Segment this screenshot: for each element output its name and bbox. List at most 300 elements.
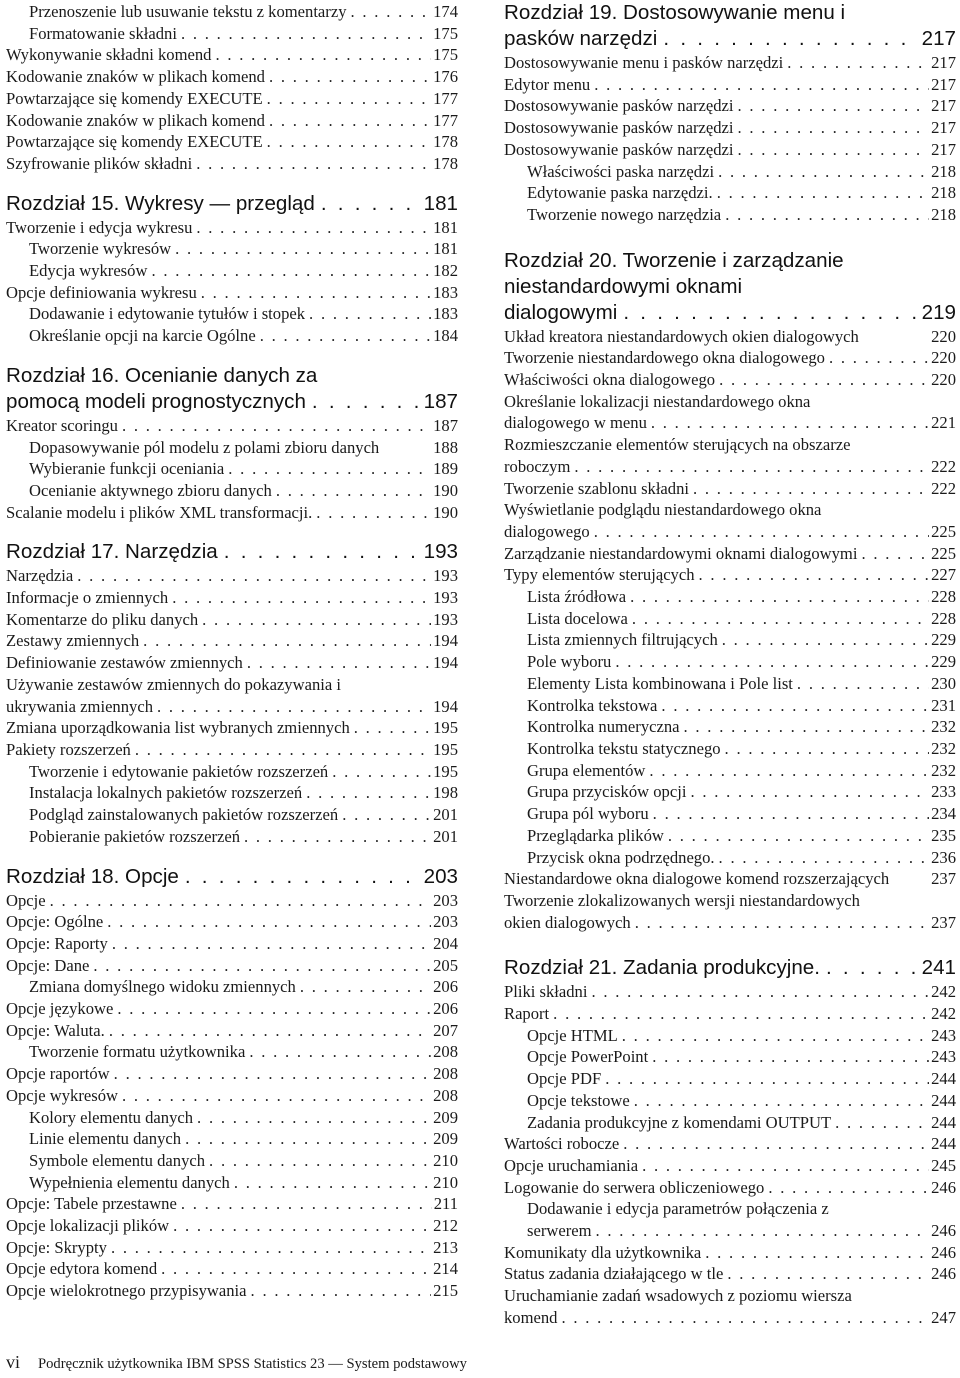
entry-page: 213	[433, 1237, 458, 1257]
dot-leader	[105, 1020, 431, 1042]
entry-title: Typy elementów sterujących	[504, 565, 695, 585]
toc-entry[interactable]	[6, 260, 458, 282]
entry-page: 174	[433, 2, 458, 21]
dot-leader	[139, 630, 431, 652]
entry-title: Zarządzanie niestandardowymi oknami dialogowymi	[504, 543, 858, 563]
entry-title: Informacje o zmiennych	[6, 588, 169, 608]
entry-title: Linie elementu danych	[29, 1129, 182, 1149]
entry-title: okien dialogowych	[504, 912, 631, 932]
toc-entry[interactable]	[6, 238, 458, 260]
entry-page: 244	[931, 1134, 956, 1154]
entry-page: 222	[931, 478, 956, 498]
entry-title: dialogowego	[504, 521, 590, 541]
entry-title: Lista zmiennych filtrujących	[527, 630, 718, 650]
entry-title: Opcje wielokrotnego przypisywania	[6, 1281, 247, 1301]
entry-page: 201	[433, 805, 458, 825]
chapter-18-entries	[6, 890, 458, 1302]
chapter-21-heading[interactable]	[504, 955, 956, 981]
dot-leader	[265, 66, 431, 88]
entry-page: 244	[931, 1090, 956, 1110]
dot-leader	[723, 1263, 929, 1285]
toc-entry[interactable]	[504, 1003, 956, 1025]
entry-title: Opcje raportów	[6, 1064, 110, 1084]
toc-entry[interactable]	[504, 1112, 956, 1134]
entry-page: 190	[433, 502, 458, 522]
toc-entry[interactable]	[504, 369, 956, 391]
dot-leader	[169, 1215, 431, 1237]
dot-leader	[680, 716, 930, 738]
entry-page: 182	[433, 261, 458, 281]
entry-page: 218	[931, 204, 956, 224]
entry-page: 221	[931, 413, 956, 433]
chapter-title: dialogowymi	[504, 300, 618, 324]
page-footer	[6, 1352, 467, 1373]
entry-page: 228	[931, 587, 956, 607]
entry-title: Ocenianie aktywnego zbioru danych	[29, 480, 272, 500]
entry-page: 214	[433, 1259, 458, 1279]
toc-entry[interactable]	[504, 521, 956, 543]
entry-title: Zmiana uporządkowania list wybranych zmiennych	[6, 718, 350, 738]
entry-page: 244	[931, 1069, 956, 1089]
toc-entry[interactable]	[6, 1172, 458, 1194]
toc-entry[interactable]	[504, 1090, 956, 1112]
entry-title: Układ kreatora niestandardowych okien dialogowych	[504, 326, 859, 346]
toc-entry-line1[interactable]: Określanie lokalizacji niestandardowego okna	[504, 391, 811, 411]
toc-entry[interactable]	[6, 1020, 458, 1042]
toc-entry-line1[interactable]: Uruchamianie zadań wsadowych z poziomu wiersza	[504, 1286, 852, 1306]
entry-title: Opcje tekstowe	[527, 1090, 630, 1110]
dot-leader	[721, 738, 930, 760]
entry-page: 183	[433, 304, 458, 324]
entry-title: Elementy Lista kombinowana i Pole list	[527, 673, 793, 693]
entry-page: 194	[433, 696, 458, 716]
entry-page: 218	[931, 183, 956, 203]
entry-page: 236	[931, 847, 956, 867]
toc-entry[interactable]	[504, 673, 956, 695]
dot-leader	[718, 629, 929, 651]
entry-page: 246	[931, 1264, 956, 1284]
entry-title: Tworzenie formatu użytkownika	[29, 1042, 246, 1062]
dot-leader	[689, 478, 929, 500]
entry-title: Scalanie modelu i plików XML transformacji.	[6, 502, 313, 522]
entry-title: Właściwości okna dialogowego	[504, 370, 716, 390]
toc-entry[interactable]	[6, 1041, 458, 1063]
dot-leader	[347, 1, 432, 23]
entry-page: 232	[931, 717, 956, 737]
toc-entry[interactable]	[6, 217, 458, 239]
toc-entry[interactable]	[6, 761, 458, 783]
toc-entry[interactable]	[504, 1068, 956, 1090]
entry-page: 206	[433, 999, 458, 1019]
toc-entry[interactable]	[6, 890, 458, 912]
entry-title: Wypełnienia elementu danych	[29, 1172, 230, 1192]
entry-title: Tworzenie szablonu składni	[504, 478, 690, 498]
entry-page: 195	[433, 739, 458, 759]
entry-title: Narzędzia	[6, 566, 74, 586]
toc-entry[interactable]	[504, 117, 956, 139]
toc-entry[interactable]	[6, 1193, 458, 1215]
toc-entry[interactable]	[504, 478, 956, 500]
entry-title: Zestawy zmiennych	[6, 631, 140, 651]
entry-title: Opcje: Ogólne	[6, 912, 104, 932]
toc-entry[interactable]	[504, 1133, 956, 1155]
dot-leader	[350, 717, 431, 739]
toc-entry[interactable]	[504, 738, 956, 760]
toc-entry-line1[interactable]: Dodawanie i edycja parametrów połączenia z	[527, 1199, 829, 1219]
dot-leader	[793, 673, 929, 695]
entry-page: 210	[433, 1150, 458, 1170]
chapter-21-entries-b	[504, 1242, 956, 1285]
dot-leader	[240, 826, 431, 848]
entry-title: Lista źródłowa	[527, 587, 627, 607]
dot-leader	[168, 587, 431, 609]
entry-title: Kodowanie znaków w plikach komend	[6, 110, 265, 130]
entry-page: 225	[931, 521, 956, 541]
toc-entry[interactable]	[504, 629, 956, 651]
entry-page: 229	[931, 630, 956, 650]
toc-entry[interactable]	[504, 1155, 956, 1177]
toc-entry[interactable]	[504, 564, 956, 586]
dot-leader	[628, 608, 929, 630]
dot-leader	[177, 23, 431, 45]
entry-page: 188	[433, 437, 458, 457]
dot-leader	[647, 412, 929, 434]
chapter-title: Rozdział 15. Wykresy — przegląd	[6, 191, 315, 215]
toc-entry[interactable]	[6, 1215, 458, 1237]
chapter-20-heading-line3[interactable]	[504, 300, 956, 326]
toc-entry[interactable]	[504, 326, 956, 348]
toc-entry[interactable]	[6, 696, 458, 718]
dot-leader	[570, 456, 929, 478]
dot-leader	[192, 153, 431, 175]
dot-leader	[198, 609, 431, 631]
toc-entry[interactable]	[6, 325, 458, 347]
chapter-page: 219	[921, 300, 956, 324]
toc-entry[interactable]	[6, 630, 458, 652]
entry-page: 178	[433, 153, 458, 173]
dot-leader	[192, 217, 431, 239]
toc-entry[interactable]	[6, 282, 458, 304]
chapter-16-heading-line1[interactable]: Rozdział 16. Ocenianie danych za	[6, 363, 318, 387]
chapter-15-heading[interactable]	[6, 191, 458, 217]
dot-leader	[734, 117, 930, 139]
toc-entry[interactable]	[504, 204, 956, 226]
dot-leader	[825, 347, 929, 369]
toc-entry[interactable]	[6, 609, 458, 631]
toc-entry[interactable]	[6, 44, 458, 66]
dot-leader	[783, 52, 929, 74]
toc-entry[interactable]	[6, 933, 458, 955]
dot-leader	[734, 95, 930, 117]
dot-leader	[108, 933, 431, 955]
dot-leader	[263, 131, 431, 153]
entry-page: 233	[931, 782, 956, 802]
toc-entry-line1[interactable]: Rozmieszczanie elementów sterujących na obszarze	[504, 435, 851, 455]
entry-title: Zmiana domyślnego widoku zmiennych	[29, 977, 296, 997]
dot-leader	[701, 1242, 929, 1264]
toc-entry[interactable]	[504, 651, 956, 673]
toc-entry[interactable]	[6, 23, 458, 45]
chapter-18-heading[interactable]	[6, 864, 458, 890]
entry-title: Pliki składni	[504, 982, 588, 1002]
toc-entry[interactable]	[6, 565, 458, 587]
toc-entry[interactable]	[504, 1220, 956, 1242]
entry-title: Dostosowywanie pasków narzędzi	[504, 96, 734, 116]
toc-entry-line1[interactable]: Używanie zestawów zmiennych do pokazywania i	[6, 674, 341, 694]
toc-entry[interactable]	[6, 1128, 458, 1150]
toc-entry-line1[interactable]: Tworzenie zlokalizowanych wersji niestandardowych	[504, 890, 860, 910]
toc-entry[interactable]	[6, 1258, 458, 1280]
toc-entry[interactable]	[6, 652, 458, 674]
entry-page: 195	[433, 718, 458, 738]
entry-page: 193	[433, 588, 458, 608]
entry-page: 193	[433, 566, 458, 586]
toc-entry[interactable]	[504, 347, 956, 369]
chapter-19-heading-line1[interactable]: Rozdział 19. Dostosowywanie menu i	[504, 1, 846, 24]
dot-leader	[118, 415, 431, 437]
toc-entry[interactable]	[504, 868, 956, 890]
entry-title: Kolory elementu danych	[29, 1107, 194, 1127]
dot-leader	[197, 282, 431, 304]
entry-title: Dopasowywanie pól modelu z polami zbioru danych	[29, 437, 380, 457]
entry-title: Symbole elementu danych	[29, 1150, 206, 1170]
entry-page: 208	[433, 1042, 458, 1062]
toc-entry[interactable]	[504, 912, 956, 934]
entry-page: 217	[931, 74, 956, 94]
toc-entry[interactable]	[504, 1046, 956, 1068]
entry-title: Definiowanie zestawów zmiennych	[6, 653, 243, 673]
dot-leader	[713, 182, 929, 204]
toc-entry[interactable]	[504, 74, 956, 96]
toc-entry[interactable]	[6, 1107, 458, 1129]
toc-entry[interactable]	[504, 760, 956, 782]
entry-title: Kontrolka numeryczna	[527, 717, 680, 737]
entry-page: 211	[433, 1194, 458, 1214]
entry-page: 178	[433, 132, 458, 152]
entry-title: Komentarze do pliku danych	[6, 609, 199, 629]
entry-title: Podgląd zainstalowanych pakietów rozszerzeń	[29, 805, 339, 825]
toc-entry[interactable]	[6, 303, 458, 325]
toc-entry[interactable]	[6, 998, 458, 1020]
entry-page: 175	[433, 45, 458, 65]
dot-leader	[46, 890, 431, 912]
dot-leader	[590, 74, 929, 96]
chapter-17-entries-more	[6, 717, 458, 847]
entry-title: Dostosowywanie pasków narzędzi	[504, 118, 734, 138]
dot-leader	[618, 1025, 929, 1047]
dot-leader	[171, 238, 431, 260]
toc-entry[interactable]	[6, 1237, 458, 1259]
toc-entry[interactable]	[504, 803, 956, 825]
toc-entry[interactable]	[6, 1150, 458, 1172]
toc-entry[interactable]	[6, 1063, 458, 1085]
dot-leader	[305, 303, 431, 325]
toc-entry[interactable]	[6, 88, 458, 110]
chapter-page: 241	[921, 956, 956, 980]
toc-entry[interactable]	[6, 131, 458, 153]
entry-title: Opcje językowe	[6, 999, 114, 1019]
entry-page: 220	[931, 348, 956, 368]
toc-entry[interactable]	[6, 110, 458, 132]
entry-title: Powtarzające się komendy EXECUTE	[6, 88, 263, 108]
toc-entry[interactable]	[504, 1025, 956, 1047]
entry-page: 242	[931, 1004, 956, 1024]
dot-leader	[590, 521, 929, 543]
dot-leader	[113, 998, 431, 1020]
toc-entry[interactable]	[6, 66, 458, 88]
chapter-20-entries	[504, 326, 956, 391]
entry-page: 229	[931, 652, 956, 672]
dot-leader	[857, 543, 929, 565]
toc-entry[interactable]	[6, 153, 458, 175]
toc-entry[interactable]	[6, 480, 458, 502]
toc-entry[interactable]	[504, 52, 956, 74]
chapter-19-heading-line2[interactable]	[504, 26, 956, 52]
entry-page: 218	[931, 161, 956, 181]
chapter-16-heading-line2[interactable]	[6, 389, 458, 415]
toc-entry[interactable]	[6, 587, 458, 609]
entry-page: 198	[433, 783, 458, 803]
entry-page: 228	[931, 608, 956, 628]
toc-entry[interactable]	[6, 911, 458, 933]
toc-entry[interactable]	[6, 1085, 458, 1107]
toc-entry[interactable]	[504, 1177, 956, 1199]
entry-title: Edycja wykresów	[29, 261, 148, 281]
toc-entry[interactable]	[6, 826, 458, 848]
chapter-20-heading-line1[interactable]: Rozdział 20. Tworzenie i zarządzanie	[504, 248, 844, 272]
entry-title: Zadania produkcyjne z komendami OUTPUT	[527, 1112, 832, 1132]
entry-title: Instalacja lokalnych pakietów rozszerzeń	[29, 783, 303, 803]
toc-entry[interactable]	[504, 412, 956, 434]
dot-leader	[557, 1307, 929, 1329]
dot-leader	[617, 300, 917, 326]
chapter-title: pomocą modeli prognostycznych	[6, 389, 306, 413]
toc-entry[interactable]	[504, 981, 956, 1003]
entry-title: Kontrolka tekstowa	[527, 695, 658, 715]
entry-title: Opcje PDF	[527, 1069, 602, 1089]
entry-title: Określanie opcji na karcie Ogólne	[29, 326, 256, 346]
toc-entry[interactable]	[6, 1, 458, 23]
entry-title: Kodowanie znaków w plikach komend	[6, 67, 265, 87]
entry-title: Opcje: Skrypty	[6, 1237, 107, 1257]
dot-leader	[103, 911, 431, 933]
chapter-title: Rozdział 18. Opcje	[6, 864, 179, 888]
chapter-17-heading[interactable]	[6, 539, 458, 565]
entry-page: 243	[931, 1025, 956, 1045]
dot-leader	[664, 825, 929, 847]
toc-entry[interactable]	[504, 825, 956, 847]
chapter-20-entries-b	[504, 478, 956, 500]
toc-entry[interactable]	[6, 458, 458, 480]
dot-leader	[638, 1155, 929, 1177]
toc-entry[interactable]	[504, 543, 956, 565]
entry-page: 232	[931, 738, 956, 758]
chapter-15-entries	[6, 217, 458, 347]
entry-page: 194	[433, 631, 458, 651]
dot-leader	[715, 847, 930, 869]
entry-page: 244	[931, 1112, 956, 1132]
toc-entry[interactable]	[504, 139, 956, 161]
toc-left-column	[6, 0, 458, 1302]
toc-entry-line1[interactable]: Wyświetlanie podglądu niestandardowego okna	[504, 500, 822, 520]
toc-entry[interactable]	[6, 717, 458, 739]
entry-title: Tworzenie wykresów	[29, 239, 172, 259]
toc-entry[interactable]	[6, 1280, 458, 1302]
dot-leader	[645, 760, 929, 782]
chapter-20-heading-line2[interactable]: niestandardowymi oknami	[504, 274, 743, 298]
toc-entry[interactable]	[6, 955, 458, 977]
dot-leader	[626, 586, 929, 608]
toc-entry[interactable]	[504, 716, 956, 738]
toc-entry[interactable]	[6, 782, 458, 804]
entry-title: Grupa pól wyboru	[527, 804, 649, 824]
entry-title: Lista docelowa	[527, 608, 628, 628]
dot-leader	[695, 564, 930, 586]
entry-title: dialogowego w menu	[504, 413, 647, 433]
toc-entry[interactable]	[504, 1242, 956, 1264]
entry-page: 204	[433, 933, 458, 953]
entry-page: 227	[931, 565, 956, 585]
dot-leader	[587, 981, 929, 1003]
dot-leader	[714, 161, 929, 183]
dot-leader	[89, 955, 431, 977]
entry-page: 201	[433, 826, 458, 846]
entry-page: 222	[931, 456, 956, 476]
toc-entry[interactable]	[504, 1263, 956, 1285]
toc-entry[interactable]	[6, 804, 458, 826]
entry-page: 193	[433, 609, 458, 629]
toc-entry[interactable]	[504, 1307, 956, 1329]
dot-leader	[256, 325, 431, 347]
toc-entry[interactable]	[504, 586, 956, 608]
dot-leader	[312, 502, 431, 524]
toc-entry[interactable]	[504, 95, 956, 117]
toc-entry[interactable]	[6, 502, 458, 524]
entry-title: Edytor menu	[504, 74, 591, 94]
toc-entry[interactable]	[6, 437, 458, 459]
chapter-page: 181	[423, 191, 458, 215]
dot-leader	[649, 803, 929, 825]
dot-leader	[648, 1046, 929, 1068]
chapter-21-entries	[504, 981, 956, 1198]
toc-entry[interactable]	[504, 608, 956, 630]
toc-entry[interactable]	[504, 695, 956, 717]
toc-entry[interactable]	[504, 781, 956, 803]
entry-title: Opcje: Waluta.	[6, 1020, 105, 1040]
entry-page: 190	[433, 480, 458, 500]
dot-leader	[631, 912, 929, 934]
toc-entry[interactable]	[6, 976, 458, 998]
entry-page: 217	[931, 118, 956, 138]
entry-page: 187	[433, 415, 458, 435]
dot-leader	[549, 1003, 929, 1025]
dot-leader	[820, 955, 918, 981]
dot-leader	[302, 782, 431, 804]
entry-title: Pakiety rozszerzeń	[6, 739, 131, 759]
toc-entry[interactable]	[504, 182, 956, 204]
chapter-title: Rozdział 21. Zadania produkcyjne.	[504, 956, 820, 980]
dot-leader	[230, 1172, 431, 1194]
entry-title: Opcje: Dane	[6, 955, 90, 975]
chapter-17-entries	[6, 565, 458, 674]
toc-entry[interactable]	[504, 847, 956, 869]
toc-entry[interactable]	[6, 415, 458, 437]
toc-entry[interactable]	[6, 739, 458, 761]
toc-entry[interactable]	[504, 456, 956, 478]
entry-title: Szyfrowanie plików składni	[6, 153, 193, 173]
entry-page: 246	[931, 1242, 956, 1262]
toc-entry[interactable]	[504, 161, 956, 183]
